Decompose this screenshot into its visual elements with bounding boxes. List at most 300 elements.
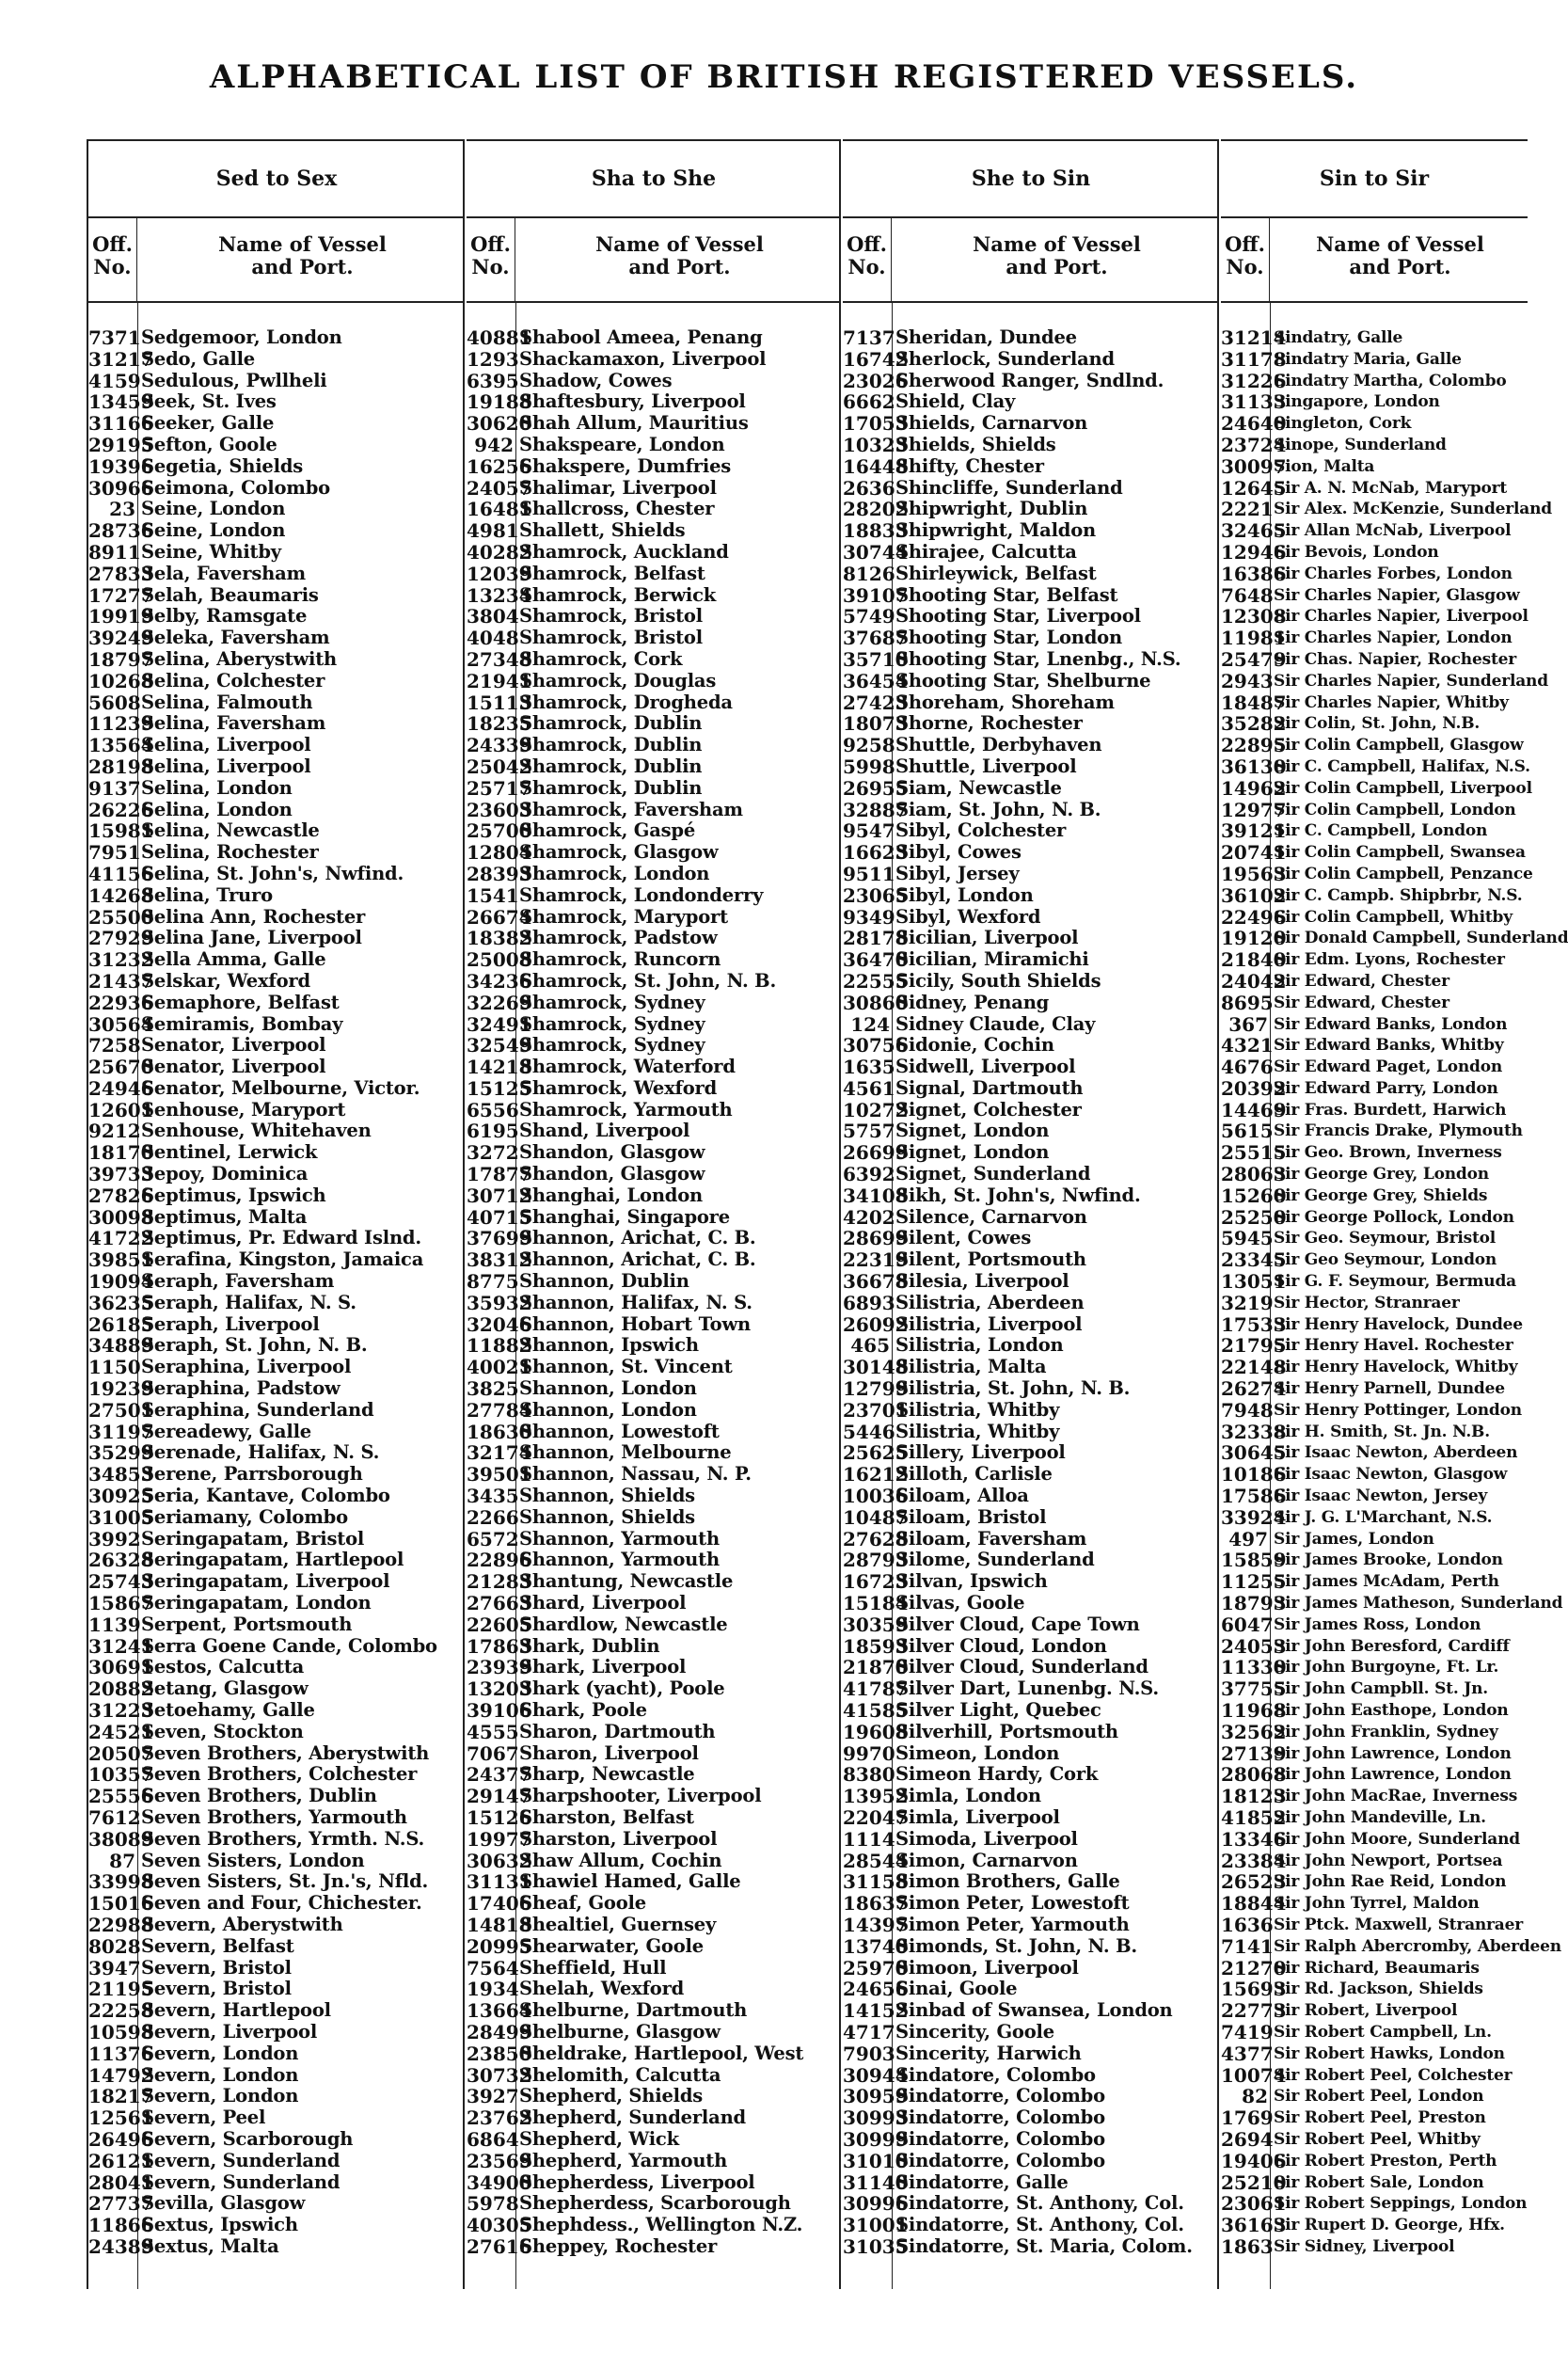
official-number: 18630	[467, 1420, 532, 1443]
vessel-row	[1221, 776, 1532, 800]
vessel-row	[1221, 456, 1528, 478]
official-number: 16212	[843, 1463, 909, 1487]
vessel-name-port: Sir George Grey, Shields	[1274, 1185, 1488, 1205]
official-number: 30944	[843, 2063, 909, 2087]
official-number: 17053	[843, 412, 909, 436]
official-number: 32338	[1221, 1420, 1287, 1443]
vessel-row	[467, 2236, 841, 2258]
official-number: 30620	[467, 412, 532, 436]
vessel-name-port: Seleka, Faversham	[141, 627, 330, 649]
official-number: 17406	[467, 1892, 532, 1916]
official-number: 367	[1228, 1012, 1268, 1036]
vessel-row	[843, 1657, 1219, 1678]
vessel-row	[843, 1807, 1219, 1829]
official-number: 3992	[88, 1527, 141, 1550]
vessel-row	[1221, 1871, 1528, 1893]
vessel-row	[843, 1357, 1219, 1378]
vessel-name-port: Sikh, St. John's, Nwfind.	[895, 1184, 1141, 1206]
vessel-row	[1221, 1829, 1528, 1851]
vessel-name-port: Shearwater, Goole	[519, 1934, 704, 1957]
column-header	[843, 216, 1219, 303]
official-number: 13203	[467, 1677, 532, 1701]
official-number: 10323	[843, 433, 909, 456]
vessel-name-port: Seraph, Halifax, N. S.	[141, 1291, 356, 1313]
vessel-row	[1221, 1293, 1528, 1314]
vessel-row	[1221, 1743, 1528, 1765]
vessel-row	[1221, 862, 1533, 885]
vessel-name-port: Sir Isaac Newton, Glasgow	[1274, 1465, 1508, 1485]
official-number: 26185	[88, 1312, 154, 1336]
vessel-row	[467, 1228, 841, 1249]
vessel-row	[843, 1442, 1219, 1464]
official-number: 7564	[467, 1956, 519, 1979]
official-number: 4676	[1221, 1056, 1274, 1079]
official-number: 28198	[88, 755, 154, 778]
vessel-name-port: Sherwood Ranger, Sndlnd.	[895, 369, 1164, 391]
vessel-row	[843, 1121, 1219, 1142]
vessel-row	[1221, 907, 1528, 929]
vessel-name-port: Shamrock, Auckland	[519, 540, 729, 563]
vessel-row	[843, 371, 1219, 392]
official-number: 14792	[88, 2063, 154, 2087]
vessel-name-port: Sindatry Martha, Colombo	[1274, 371, 1507, 390]
vessel-row	[467, 1464, 841, 1486]
vessel-name-port: Setoehamy, Galle	[141, 1699, 315, 1721]
official-number: 33998	[88, 1870, 154, 1894]
vessel-row	[467, 1400, 841, 1422]
vessel-row	[843, 478, 1219, 500]
vessel-name-port: Shepherdess, Liverpool	[519, 2170, 755, 2193]
vessel-row	[88, 564, 465, 585]
vessel-row	[88, 1614, 465, 1636]
official-number: 13346	[1221, 1827, 1287, 1851]
official-number: 2694	[1221, 2127, 1274, 2151]
vessel-name-port: Shamrock, Sydney	[519, 1012, 705, 1035]
vessel-name-port: Silistria, Aberdeen	[895, 1291, 1085, 1313]
vessel-name-port: Selina, Rochester	[141, 841, 319, 864]
official-number: 23061	[1221, 2192, 1287, 2216]
vessel-row	[88, 1249, 465, 1271]
vessel-name-port: Shepherd, Wick	[519, 2127, 679, 2150]
vessel-name-port: Shamrock, Douglas	[519, 669, 717, 692]
official-number: 23701	[843, 1398, 909, 1422]
vessel-row	[88, 520, 465, 542]
official-number: 4321	[1221, 1034, 1274, 1057]
vessel-row	[88, 949, 465, 971]
official-number: 18793	[1221, 1592, 1287, 1615]
official-number: 18235	[467, 712, 532, 736]
official-number: 12561	[88, 2107, 154, 2130]
vessel-row	[467, 1851, 841, 1872]
vessel-row	[88, 713, 465, 735]
vessel-name-port: Selina Jane, Liverpool	[141, 927, 362, 949]
official-number: 30097	[1221, 454, 1287, 478]
vessel-row	[843, 2215, 1219, 2236]
vessel-row	[1221, 327, 1528, 349]
vessel-name-port: Sir George Pollock, London	[1274, 1207, 1514, 1227]
vessel-row	[88, 349, 465, 371]
vessel-row	[467, 928, 841, 949]
vessel-name-port: Serene, Parrsborough	[141, 1463, 363, 1486]
vessel-name-port: Severn, Belfast	[141, 1934, 294, 1957]
row-list	[88, 327, 465, 2258]
vessel-name-port: Shield, Clay	[895, 390, 1016, 413]
official-number: 3947	[88, 1956, 141, 1979]
row-list	[467, 327, 841, 2258]
vessel-row	[88, 371, 465, 392]
vessel-row	[88, 800, 465, 821]
vessel-row	[88, 1378, 465, 1400]
vessel-name-port: Shooting Star, Shelburne	[895, 669, 1151, 692]
official-number: 18797	[88, 647, 154, 671]
official-number: 25670	[88, 1056, 154, 1079]
vessel-name-port: Shannon, Yarmouth	[519, 1527, 720, 1550]
vessel-name-port: Shark, Poole	[519, 1699, 647, 1721]
vessel-row	[467, 2172, 841, 2194]
vessel-row	[843, 671, 1219, 692]
vessel-row	[843, 1314, 1219, 1336]
official-number: 26121	[88, 2149, 154, 2172]
vessel-name-port: Sir Edward Parry, London	[1274, 1078, 1498, 1098]
official-number: 39106	[467, 1699, 532, 1722]
vessel-row	[843, 1979, 1219, 2000]
vessel-row	[88, 1014, 465, 1036]
official-number: 30996	[843, 2192, 909, 2216]
official-number: 12601	[88, 1098, 154, 1121]
vessel-name-port: Simon Brothers, Galle	[895, 1870, 1120, 1893]
official-number: 38089	[88, 1827, 154, 1851]
vessel-row	[467, 842, 841, 864]
vessel-name-port: Sir Colin Campbell, Penzance	[1274, 864, 1533, 883]
vessel-row	[467, 1657, 841, 1678]
official-number: 26274	[1221, 1377, 1287, 1401]
official-number: 18833	[843, 519, 909, 543]
official-number: 7371	[88, 326, 141, 349]
vessel-name-port: Sir John Moore, Sunderland	[1274, 1829, 1520, 1849]
column-she-to-sin	[843, 139, 1219, 2289]
vessel-row	[88, 2107, 465, 2129]
official-number: 3435	[467, 1485, 519, 1508]
vessel-row	[843, 1464, 1219, 1486]
official-number: 30993	[843, 2107, 909, 2130]
vessel-row	[843, 1378, 1219, 1400]
official-number: 6556	[467, 1098, 519, 1121]
vessel-row	[843, 692, 1219, 714]
official-number: 10268	[88, 669, 154, 692]
vessel-row	[1221, 1314, 1528, 1336]
vessel-row	[88, 756, 465, 778]
official-number: 21795	[1221, 1334, 1287, 1358]
vessel-name-port: Simon, Carnarvon	[895, 1849, 1078, 1871]
row-list	[1221, 326, 1568, 2258]
vessel-row	[1221, 649, 1528, 671]
vessel-row	[88, 1185, 465, 1207]
off-no-header: Off. No.	[88, 216, 137, 301]
column-sed-to-sex	[88, 139, 465, 2289]
vessel-row	[467, 2151, 841, 2172]
vessel-name-port: Silver Cloud, London	[895, 1634, 1107, 1657]
official-number: 7612	[88, 1805, 141, 1829]
vessel-name-port: Sir Charles Napier, Glasgow	[1274, 585, 1520, 605]
vessel-name-port: Shealtiel, Guernsey	[519, 1913, 717, 1935]
vessel-name-port: Seraphina, Sunderland	[141, 1398, 374, 1421]
vessel-row	[88, 2193, 465, 2215]
vessel-name-port: Shamrock, Yarmouth	[519, 1098, 733, 1121]
vessel-name-port: Sella Amma, Galle	[141, 948, 326, 971]
vessel-name-port: Singapore, London	[1274, 392, 1440, 412]
vessel-name-port: Sir Henry Parnell, Dundee	[1274, 1379, 1505, 1399]
official-number: 25717	[467, 776, 532, 800]
vessel-name-port: Shifty, Chester	[895, 454, 1044, 477]
official-number: 15260	[1221, 1184, 1287, 1207]
vessel-name-port: Shannon, Hobart Town	[519, 1312, 752, 1335]
vessel-row	[843, 1057, 1219, 1078]
vessel-name-port: Serra Goene Cande, Colombo	[141, 1634, 437, 1657]
vessel-row	[1221, 2107, 1528, 2129]
vessel-row	[467, 649, 841, 671]
vessel-row	[467, 1314, 841, 1336]
vessel-name-port: Sir Colin Campbell, London	[1274, 800, 1516, 819]
vessel-row	[467, 1057, 841, 1078]
vessel-row	[88, 1142, 465, 1164]
vessel-name-port: Sela, Faversham	[141, 562, 306, 584]
vessel-row	[88, 435, 465, 456]
vessel-row	[88, 1807, 465, 1829]
vessel-name-port: Siam, St. John, N. B.	[895, 798, 1101, 820]
vessel-row	[1221, 1164, 1528, 1185]
official-number: 11255	[1221, 1570, 1287, 1594]
official-number: 30098	[88, 1205, 154, 1229]
vessel-name-port: Senator, Liverpool	[141, 1056, 326, 1078]
official-number: 13740	[843, 1934, 909, 1958]
name-port-header: Name of Vessel and Port.	[973, 232, 1141, 278]
vessel-name-port: Sir J. G. L'Marchant, N.S.	[1274, 1507, 1493, 1527]
official-number: 19396	[88, 454, 154, 478]
vessel-name-port: Signet, Colchester	[895, 1098, 1082, 1121]
official-number: 19120	[1221, 927, 1287, 950]
official-number: 40282	[467, 540, 532, 564]
official-number: 41852	[1221, 1805, 1287, 1829]
vessel-row	[467, 1829, 841, 1851]
vessel-name-port: Serenade, Halifax, N. S.	[141, 1441, 380, 1464]
official-number: 14218	[467, 1056, 532, 1079]
official-number: 15981	[88, 819, 154, 843]
vessel-name-port: Septimus, Malta	[141, 1205, 308, 1228]
vessel-row	[843, 1893, 1219, 1915]
vessel-name-port: Shamrock, Cork	[519, 647, 683, 670]
vessel-name-port: Sir John Rae Reid, London	[1274, 1872, 1507, 1892]
official-number: 23603	[467, 798, 532, 821]
vessel-name-port: Sibyl, Colchester	[895, 819, 1067, 842]
vessel-name-port: Septimus, Ipswich	[141, 1184, 326, 1206]
vessel-name-port: Seine, London	[141, 498, 286, 520]
vessel-row	[1221, 1529, 1528, 1550]
official-number: 8775	[467, 1270, 519, 1294]
official-number: 25210	[1221, 2170, 1287, 2194]
vessel-row	[88, 413, 465, 435]
official-number: 28041	[88, 2170, 154, 2194]
vessel-name-port: Sidonie, Cochin	[895, 1034, 1054, 1057]
vessel-name-port: Seraphina, Padstow	[141, 1377, 341, 1400]
vessel-name-port: Seek, St. Ives	[141, 390, 277, 413]
official-number: 34900	[467, 2170, 532, 2194]
vessel-name-port: Sicily, South Shields	[895, 969, 1101, 992]
official-number: 26226	[88, 798, 154, 821]
official-number: 28736	[88, 519, 154, 543]
vessel-row	[88, 842, 465, 864]
vessel-row	[1221, 1592, 1563, 1615]
vessel-name-port: Sereadewy, Galle	[141, 1420, 311, 1442]
vessel-name-port: Sir Charles Napier, Whitby	[1274, 692, 1509, 712]
vessel-row	[843, 2129, 1219, 2151]
vessel-row	[467, 1529, 841, 1550]
vessel-name-port: Shaftesbury, Liverpool	[519, 390, 746, 413]
vessel-name-port: Sibyl, Wexford	[895, 905, 1041, 928]
vessel-row	[88, 1851, 465, 1872]
vessel-name-port: Sir Colin Campbell, Whitby	[1274, 907, 1513, 927]
vessel-name-port: Sheaf, Goole	[519, 1892, 646, 1915]
vessel-row	[467, 1293, 841, 1314]
vessel-name-port: Sir Robert Peel, London	[1274, 2087, 1484, 2107]
vessel-row	[843, 1614, 1219, 1636]
official-number: 5608	[88, 691, 141, 714]
official-number: 14152	[843, 1999, 909, 2023]
off-no-header: Off. No.	[843, 216, 892, 301]
vessel-row	[467, 1807, 841, 1829]
vessel-row	[467, 1614, 841, 1636]
vessel-name-port: Sidney, Penang	[895, 991, 1050, 1013]
vessel-row	[843, 649, 1219, 671]
official-number: 22773	[1221, 1999, 1287, 2023]
vessel-row	[1221, 2215, 1528, 2236]
vessel-row	[88, 692, 465, 714]
vessel-row	[88, 1764, 465, 1786]
vessel-name-port: Shepherd, Sunderland	[519, 2107, 746, 2129]
official-number: 27784	[467, 1398, 532, 1422]
official-number: 23065	[843, 883, 909, 907]
vessel-name-port: Shooting Star, Belfast	[895, 583, 1118, 606]
official-number: 19094	[88, 1270, 154, 1294]
vessel-row	[1221, 1228, 1528, 1249]
vessel-row	[88, 1550, 465, 1571]
vessel-name-port: Simon Peter, Yarmouth	[895, 1913, 1130, 1935]
vessel-row	[467, 628, 841, 649]
vessel-name-port: Sir C. Campbell, Halifax, N.S.	[1274, 756, 1530, 776]
vessel-row	[467, 1100, 841, 1121]
vessel-name-port: Simeon, London	[895, 1741, 1060, 1764]
vessel-name-port: Shamrock, Faversham	[519, 798, 743, 820]
official-number: 6893	[843, 1291, 895, 1314]
vessel-row	[88, 1529, 465, 1550]
official-number: 31035	[843, 2234, 909, 2258]
name-port-header: Name of Vessel and Port.	[218, 232, 387, 278]
vessel-row	[843, 1871, 1219, 1893]
official-number: 6047	[1221, 1613, 1274, 1636]
vessel-name-port: Sir Robert Campbell, Ln.	[1274, 2022, 1492, 2042]
official-number: 30712	[467, 1184, 532, 1207]
vessel-row	[467, 1014, 841, 1036]
official-number: 13459	[88, 390, 154, 414]
vessel-name-port: Seven Sisters, London	[141, 1849, 365, 1871]
vessel-name-port: Sir Francis Drake, Plymouth	[1274, 1121, 1523, 1141]
official-number: 24377	[467, 1763, 532, 1787]
vessel-name-port: Shamrock, Gaspé	[519, 819, 696, 842]
official-number: 27826	[88, 1184, 154, 1207]
vessel-row	[467, 971, 841, 993]
vessel-name-port: Simeon Hardy, Cork	[895, 1763, 1099, 1786]
vessel-name-port: Shark (yacht), Poole	[519, 1677, 725, 1700]
vessel-row	[467, 2193, 841, 2215]
official-number: 11376	[88, 2042, 154, 2065]
vessel-row	[1221, 1571, 1528, 1593]
vessel-name-port: Severn, Bristol	[141, 1956, 292, 1979]
vessel-row	[1221, 1979, 1528, 2000]
vessel-name-port: Seringapatam, London	[141, 1592, 372, 1614]
vessel-row	[1221, 564, 1528, 585]
vessel-row	[843, 2107, 1219, 2129]
official-number: 7258	[88, 1034, 141, 1057]
official-number: 17877	[467, 1163, 532, 1186]
vessel-row	[1221, 993, 1528, 1014]
vessel-row	[88, 327, 465, 349]
vessel-row	[843, 1014, 1219, 1036]
vessel-name-port: Shark, Liverpool	[519, 1656, 687, 1678]
vessel-row	[467, 499, 841, 520]
official-number: 10272	[843, 1098, 909, 1121]
official-number: 6572	[467, 1527, 519, 1550]
vessel-name-port: Shannon, Melbourne	[519, 1441, 732, 1464]
vessel-name-port: Shamrock, Berwick	[519, 583, 717, 606]
vessel-name-port: Shirajee, Calcutta	[895, 540, 1077, 563]
official-number: 30148	[843, 1356, 909, 1379]
vessel-name-port: Sevilla, Glasgow	[141, 2192, 306, 2215]
vessel-name-port: Selina, Liverpool	[141, 734, 311, 756]
vessel-name-port: Senator, Melbourne, Victor.	[141, 1076, 420, 1099]
vessel-row	[467, 1743, 841, 1765]
vessel-name-port: Sir C. Campb. Shipbrbr, N.S.	[1274, 885, 1523, 905]
official-number: 36235	[88, 1291, 154, 1314]
vessel-row	[843, 1700, 1219, 1722]
vessel-name-port: Shamrock, Waterford	[519, 1056, 736, 1078]
official-number: 6392	[843, 1163, 895, 1186]
official-number: 4981	[467, 519, 519, 543]
official-number: 13564	[88, 734, 154, 757]
official-number: 31131	[467, 1870, 532, 1894]
vessel-name-port: Sir Bevois, London	[1274, 542, 1439, 562]
vessel-name-port: Shamrock, Runcorn	[519, 948, 721, 971]
vessel-name-port: Sindatry Maria, Galle	[1274, 349, 1462, 369]
vessel-row	[467, 1915, 841, 1936]
vessel-row	[1221, 971, 1528, 993]
official-number: 20882	[88, 1677, 154, 1701]
official-number: 28499	[467, 2020, 532, 2043]
official-number: 16481	[467, 498, 532, 521]
official-number: 25515	[1221, 1141, 1287, 1165]
vessel-name-port: Shamrock, Bristol	[519, 605, 703, 628]
vessel-row	[88, 1035, 465, 1057]
vessel-row	[467, 1636, 841, 1658]
official-number: 15016	[88, 1892, 154, 1916]
official-number: 4202	[843, 1205, 895, 1229]
vessel-name-port: Shannon, Halifax, N. S.	[519, 1291, 752, 1313]
vessel-row	[467, 1936, 841, 1958]
official-number: 5446	[843, 1420, 895, 1443]
official-number: 23	[109, 498, 135, 521]
vessel-name-port: Shanghai, Singapore	[519, 1205, 730, 1228]
official-number: 1293	[467, 347, 519, 371]
vessel-row	[843, 585, 1219, 607]
vessel-name-port: Severn, Sunderland	[141, 2149, 341, 2171]
